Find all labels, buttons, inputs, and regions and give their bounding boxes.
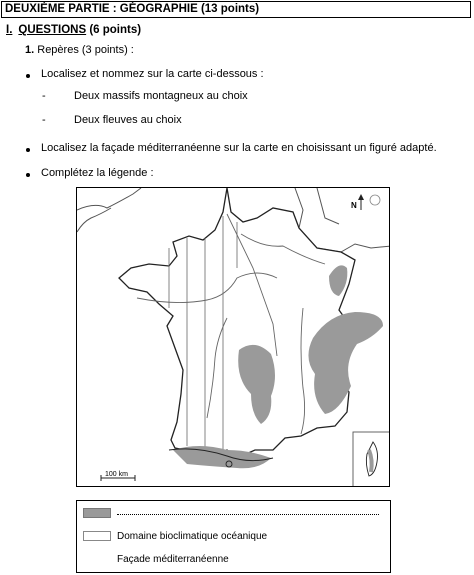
question-1-line <box>25 44 134 56</box>
dash-marker: - <box>42 114 46 126</box>
scale-label: 100 km <box>105 471 128 478</box>
legend-blank-dotted <box>117 514 379 515</box>
section-title-underlined: QUESTIONS <box>18 24 87 36</box>
channel-coast <box>77 208 111 232</box>
instruction-locate-name: Localisez et nommez sur la carte ci-dessous : <box>41 68 264 80</box>
bullet-dot <box>26 173 30 177</box>
legend-swatch-gray <box>83 508 111 518</box>
france-map <box>76 187 390 487</box>
subitem-mountains: Deux massifs montagneux au choix <box>74 90 248 102</box>
border-benelux <box>317 188 339 224</box>
bullet-dot <box>26 148 30 152</box>
copyright-icon <box>370 195 380 205</box>
section-title-points: (6 points) <box>86 24 142 36</box>
question-title: Repères (3 points) : <box>37 44 134 56</box>
north-label: N <box>351 201 357 210</box>
subitem-rivers: Deux fleuves au choix <box>74 114 182 126</box>
section-header-title: DEUXIÈME PARTIE : GÉOGRAPHIE (13 points) <box>5 3 260 15</box>
question-number: 1. <box>25 44 35 56</box>
header-box <box>1 1 471 18</box>
instruction-mediterranean: Localisez la façade méditerranéenne sur la carte en choisissant un figuré adapté. <box>41 142 437 154</box>
france-map-drawing <box>77 188 390 487</box>
section-number: I. <box>6 24 13 36</box>
legend-oceanic-label: Domaine bioclimatique océanique <box>117 531 268 542</box>
questions-heading <box>6 24 141 36</box>
england-coast <box>77 188 141 210</box>
instruction-legend: Complétez la légende : <box>41 167 154 179</box>
bullet-dot <box>26 74 30 78</box>
legend-swatch-white <box>83 531 111 541</box>
dash-marker: - <box>42 90 46 102</box>
legend-box <box>76 500 391 573</box>
legend-mediterranean-label: Façade méditerranéenne <box>117 554 229 565</box>
